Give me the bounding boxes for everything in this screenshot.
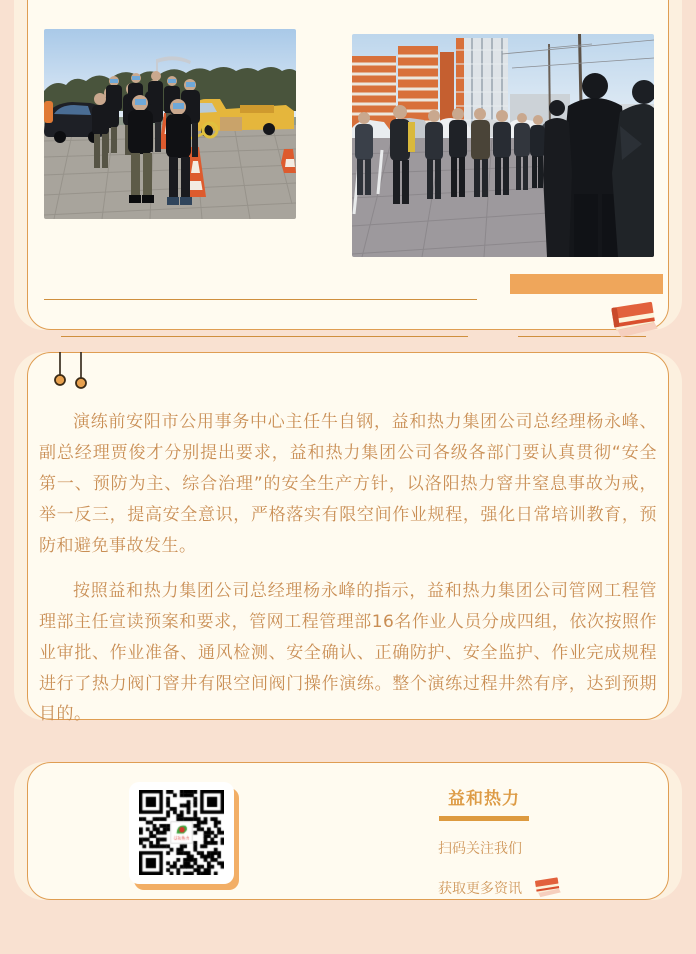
drill-team-photo[interactable] (44, 29, 296, 219)
managers-photo-image (352, 34, 654, 257)
footer-card (27, 762, 669, 900)
gallery-panel (14, 0, 682, 330)
follow-us-text: 扫码关注我们 (438, 840, 522, 857)
photo-gallery-card (27, 0, 669, 330)
accent-bar (510, 274, 663, 294)
hanging-dots-icon (48, 352, 118, 396)
books-icon (605, 297, 661, 343)
divider-line (44, 299, 477, 300)
article-text-card (27, 352, 669, 725)
article-paragraph-1: 演练前安阳市公用事务中心主任牛自钢，益和热力集团公司总经理杨永峰、副总经理贾俊才分别提出要求，益和热力集团公司各级各部门要认真贯彻“安全第一、预防为主、综合治理”的安全生产方针，以洛阳热力窨井窒息事故为戒，举一反三，提高安全意识，严格落实有限空间作业规程，强化日常培训教育，预防和避免事故发生。 (39, 412, 657, 556)
article-body (28, 407, 668, 730)
article-paragraph-2: 按照益和热力集团公司总经理杨永峰的指示，益和热力集团公司管网工程管理部主任宣读预案和要求，管网工程管理部16名作业人员分成四组，依次按照作业审批、作业准备、通风检测、安全确认、正确防护、安全监护、作业完成规程进行了热力阀门窨井有限空间阀门操作演练。整个演练过程井然有序，达到预期目的。 (39, 580, 657, 725)
drill-team-photo-image (44, 29, 296, 219)
footer-panel (14, 762, 682, 900)
article-panel (14, 352, 682, 725)
brand-underline (439, 816, 529, 821)
qr-code-image (139, 790, 224, 875)
qr-code[interactable] (129, 782, 234, 884)
footer-column (438, 784, 530, 900)
managers-photo[interactable] (352, 34, 654, 257)
book-icon (531, 875, 563, 900)
divider-line (61, 336, 468, 337)
more-info-text: 获取更多资讯 (438, 875, 530, 900)
brand-title: 益和热力 (448, 789, 520, 809)
